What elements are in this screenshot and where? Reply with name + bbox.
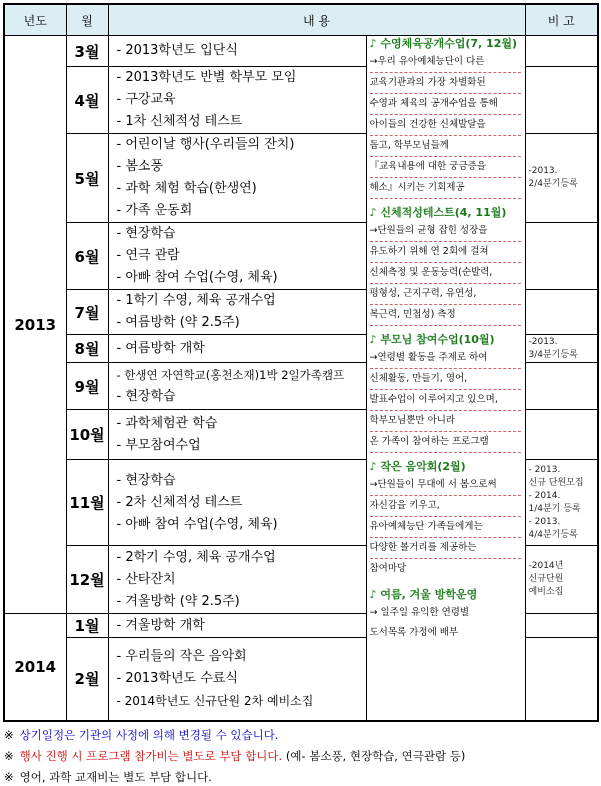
program-description	[366, 36, 525, 721]
content-cell	[108, 335, 366, 363]
content-cell	[108, 546, 366, 614]
list-item: - 2013학년도 반별 학부모 모임	[116, 70, 297, 85]
content-cell	[108, 614, 366, 638]
header-content: 내 용	[108, 4, 525, 36]
desc-line: →단원들의 균형 잡힌 성장을	[370, 221, 521, 242]
note-line: 3/4분기등록	[528, 349, 578, 360]
section-title: ♪ 신체적성테스트(4, 11월)	[369, 206, 507, 219]
desc-line: 평형성, 근지구력, 유연성,	[370, 284, 521, 305]
list-item: - 산타잔치	[116, 571, 176, 587]
desc-line: 교육기관과의 가장 차별화된	[370, 73, 521, 94]
list-item: - 가족 운동회	[116, 203, 193, 218]
note-cell	[525, 134, 598, 223]
desc-line: 유아예체능단 가족들에게는	[370, 517, 521, 538]
note-line: 2/4분기등록	[528, 179, 578, 189]
desc-line: 수영과 체육의 공개수업을 통해	[370, 94, 521, 115]
note-cell	[525, 363, 598, 410]
list-item: - 과학체험관 학습	[116, 415, 218, 431]
content-cell	[108, 460, 366, 546]
month-cell: 8월	[66, 335, 108, 363]
desc-line: 학부모님뿐만 아니라	[370, 411, 521, 432]
desc-line: 자신감을 키우고,	[370, 496, 521, 517]
list-item: - 아빠 참여 수업(수영, 체육)	[116, 270, 278, 285]
list-item: - 2학기 수영, 체육 공개수업	[116, 549, 276, 565]
month-cell: 11월	[66, 460, 108, 546]
content-cell	[108, 290, 366, 335]
year-2014: 2014	[4, 614, 66, 721]
list-item: - 2013학년도 수료식	[116, 670, 238, 686]
list-item: - 2차 신체적성 테스트	[116, 494, 243, 510]
note-line: -2014년	[528, 561, 564, 571]
section-title: ♪ 부모님 참여수업(10월)	[369, 333, 495, 346]
desc-line: 도서목록 가정에 배부	[369, 627, 459, 638]
schedule-table	[3, 3, 599, 722]
month-cell: 2월	[66, 638, 108, 721]
note-cell	[525, 223, 598, 290]
list-item: - 현장학습	[116, 389, 176, 404]
note-cell	[525, 335, 598, 363]
desc-line: 온 가족이 참여하는 프로그램	[370, 432, 521, 453]
music-note-icon: ♪	[369, 37, 381, 50]
note-line: -2013.	[528, 336, 558, 347]
list-item: - 겨울방학 (약 2.5주)	[116, 593, 240, 609]
list-item: - 2014학년도 신규단원 2차 예비소집	[116, 693, 314, 708]
content-cell	[108, 410, 366, 460]
note-line: - 2013.	[528, 516, 561, 527]
desc-line: 복근력, 민첩성) 측정	[370, 305, 521, 326]
music-note-icon: ♪	[369, 588, 381, 601]
note-line: 신규단원	[528, 574, 564, 584]
list-item: - 봄소풍	[116, 159, 163, 174]
list-item: - 1학기 수영, 체육 공개수업	[116, 293, 276, 308]
header-year: 년도	[4, 4, 66, 36]
desc-line: →연령별 활동을 주제로 하여	[370, 348, 521, 369]
list-item: - 여름방학 (약 2.5주)	[116, 315, 240, 330]
section-title: ♪ 여름, 겨울 방학운영	[369, 588, 478, 601]
month-cell: 9월	[66, 363, 108, 410]
desc-line: → 일주일 유익한 연령별	[369, 607, 470, 618]
reference-mark: ※	[4, 728, 14, 742]
desc-line: 『교육내용에 대한 궁금증을	[370, 157, 521, 178]
month-cell: 6월	[66, 223, 108, 290]
list-item: - 현장학습	[116, 226, 176, 241]
list-item: - 현장학습	[116, 472, 176, 488]
note-cell	[525, 460, 598, 546]
content-cell	[108, 134, 366, 223]
desc-line: 해소』시키는 기회제공	[370, 178, 521, 199]
footer-text: 영어, 과학 교재비는 별도 부담 합니다.	[19, 770, 212, 784]
content-cell	[108, 638, 366, 721]
desc-line: →단원들이 무대에 서 봄으로써	[370, 475, 521, 496]
note-line: -2013.	[528, 166, 558, 176]
note-cell	[525, 290, 598, 335]
note-line: - 2014.	[528, 490, 561, 501]
month-cell: 10월	[66, 410, 108, 460]
music-note-icon: ♪	[369, 206, 381, 219]
list-item: - 한생연 자연학교(홍천소재)1박 2일가족캠프	[116, 368, 345, 382]
note-line: 예비소집	[528, 587, 564, 597]
list-item: - 어린이날 행사(우리들의 잔치)	[116, 137, 295, 152]
list-item: - 부모참여수업	[116, 437, 201, 453]
list-item: - 아빠 참여 수업(수영, 체육)	[116, 516, 278, 532]
music-note-icon: ♪	[369, 460, 381, 473]
footer-note-3	[4, 769, 212, 785]
desc-line: 유도하기 위해 연 2회에 걸쳐	[370, 242, 521, 263]
month-cell: 3월	[66, 36, 108, 67]
list-item: - 구강교육	[116, 92, 176, 107]
month-cell: 4월	[66, 67, 108, 134]
footer-text-example: (예- 봄소풍, 현장학습, 연극관람 등)	[285, 749, 466, 763]
header-note: 비 고	[525, 4, 598, 36]
content-cell	[108, 363, 366, 410]
list-item: - 과학 체험 학습(한생연)	[116, 181, 257, 196]
content-cell	[108, 36, 366, 67]
note-line: 4/4분기등록	[528, 529, 578, 540]
section-title: ♪ 수영체육공개수업(7, 12월)	[369, 37, 518, 50]
list-item: - 1차 신체적성 테스트	[116, 114, 243, 129]
note-line: 1/4분기 등록	[528, 503, 581, 514]
month-cell: 12월	[66, 546, 108, 614]
list-item: - 겨울방학 개학	[116, 617, 205, 633]
desc-line: →우리 유아예체능단이 다른	[370, 52, 521, 73]
footer-note-1	[4, 727, 279, 743]
reference-mark: ※	[4, 770, 14, 784]
note-line: 신규 단원모집	[528, 477, 584, 488]
desc-line: 신체활동, 만들기, 영어,	[370, 369, 521, 390]
footer-text: 행사 진행 시 프로그램 참가비는 별도로 부담 합니다.	[19, 749, 283, 763]
list-item: - 우리들의 작은 음악회	[116, 648, 247, 664]
note-cell	[525, 614, 598, 638]
desc-line: 아이들의 건강한 신체발달을	[370, 115, 521, 136]
reference-mark: ※	[4, 749, 14, 763]
month-cell: 7월	[66, 290, 108, 335]
list-item: - 여름방학 개학	[116, 340, 205, 356]
desc-line: 참여마당	[369, 563, 407, 574]
content-cell	[108, 67, 366, 134]
content-cell	[108, 223, 366, 290]
list-item: - 2013학년도 입단식	[116, 43, 238, 58]
header-month: 월	[66, 4, 108, 36]
note-cell	[525, 546, 598, 614]
month-cell: 5월	[66, 134, 108, 223]
note-cell	[525, 638, 598, 721]
desc-line: 돕고, 학부모님들께	[370, 136, 521, 157]
note-cell	[525, 36, 598, 67]
desc-line: 다양한 볼거리를 제공하는	[370, 538, 521, 559]
note-cell	[525, 67, 598, 134]
month-cell: 1월	[66, 614, 108, 638]
footer-text: 상기일정은 기관의 사정에 의해 변경될 수 있습니다.	[19, 728, 279, 742]
note-line: - 2013.	[528, 464, 561, 475]
music-note-icon: ♪	[369, 333, 381, 346]
year-2013: 2013	[4, 36, 66, 614]
desc-line: 발표수업이 이루어지고 있으며,	[370, 390, 521, 411]
desc-line: 신체측정 및 운동능력(순발력,	[370, 263, 521, 284]
note-cell	[525, 410, 598, 460]
list-item: - 연극 관람	[116, 248, 180, 263]
footer-note-2	[4, 748, 465, 764]
section-title: ♪ 작은 음악회(2월)	[369, 460, 466, 473]
